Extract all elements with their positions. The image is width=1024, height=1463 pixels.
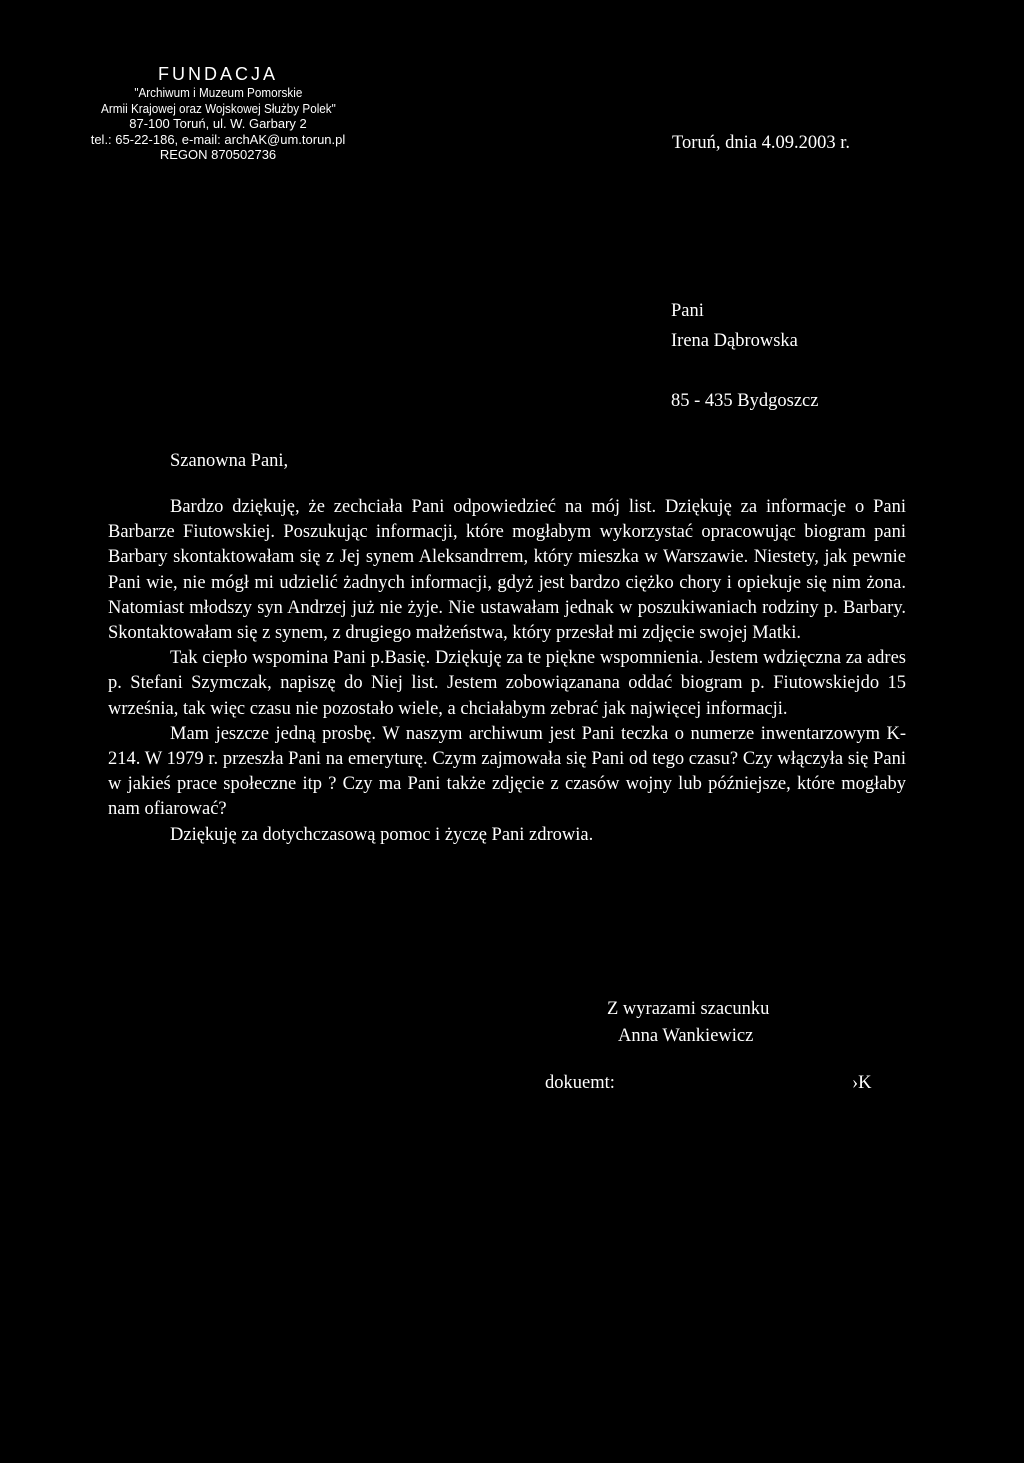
recipient-name: Irena Dąbrowska (671, 331, 798, 351)
footer-fragment-left: dokuemt: (545, 1073, 615, 1093)
closing-block (607, 996, 769, 1050)
body-paragraph-1: Bardzo dziękuję, że zechciała Pani odpowiedzieć na mój list. Dziękuję za informacje o Pani Barbarze Fiutowskiej. Poszukując informacji, które mogłabym wykorzystać opracowując biogram pani Barbary skontaktowałam się z Jej synem Aleksandrrem, który mieszka w Warszawie. Niestety, jak pewnie Pani wie, nie mógł mi udzielić żadnych informacji, gdyż jest bardzo ciężko chory i opiekuje się nim żona. Natomiast młodszy syn Andrzej już nie żyje. Nie ustawałam jednak w poszukiwaniach rodziny p. Barbary. Skontaktowałam się z synem, z drugiego małżeństwa, który przesłał mi zdjęcie swojej Matki. (108, 497, 906, 644)
letterhead-regon: REGON 870502736 (159, 147, 277, 162)
closing-phrase: Z wyrazami szacunku (607, 999, 770, 1019)
salutation: Szanowna Pani, (170, 451, 289, 471)
letterhead (88, 64, 348, 163)
body-paragraph-2: Tak ciepło wspomina Pani p.Basię. Dziękuję za te piękne wspomnienia. Jestem wdzięczna za adres p. Stefani Szymczak, napiszę do Niej list. Jestem zobowiązanana oddać biogram p. Fiutowskiejdo 15 września, tak więc czasu nie pozostało wiele, a chciałabym zebrać jak najwięcej informacji. (108, 648, 906, 719)
letter-body (108, 495, 906, 848)
letterhead-line-1: "Archiwum i Muzeum Pomorskie (133, 85, 302, 100)
footer-fragment-right: ›K (852, 1073, 872, 1093)
body-paragraph-4: Dziękuję za dotychczasową pomoc i życzę Pani zdrowia. (170, 824, 594, 845)
letterhead-contact: tel.: 65-22-186, e-mail: archAK@um.torun.pl (90, 131, 346, 147)
recipient-postal: 85 - 435 Bydgoszcz (671, 391, 819, 411)
letterhead-line-2: Armii Krajowej oraz Wojskowej Służby Polek" (101, 100, 336, 116)
letterhead-address: 87-100 Toruń, ul. W. Garbary 2 (129, 116, 307, 131)
signatory-name: Anna Wankiewicz (618, 1026, 754, 1046)
body-paragraph-3: Mam jeszcze jedną prosbę. W naszym archiwum jest Pani teczka o numerze inwentarzowym K-214. W 1979 r. przeszła Pani na emeryturę. Czym zajmowała się Pani od tego czasu? Czy włączyła się Pani w jakieś prace społeczne itp ? Czy ma Pani także zdjęcie z czasów wojny lub późniejsze, które mogłaby nam ofiarować? (108, 723, 906, 820)
letter-date: Toruń, dnia 4.09.2003 r. (672, 133, 851, 153)
recipient-prefix: Pani (671, 301, 704, 321)
recipient-block (671, 296, 818, 416)
foundation-title: FUNDACJA (157, 64, 278, 84)
